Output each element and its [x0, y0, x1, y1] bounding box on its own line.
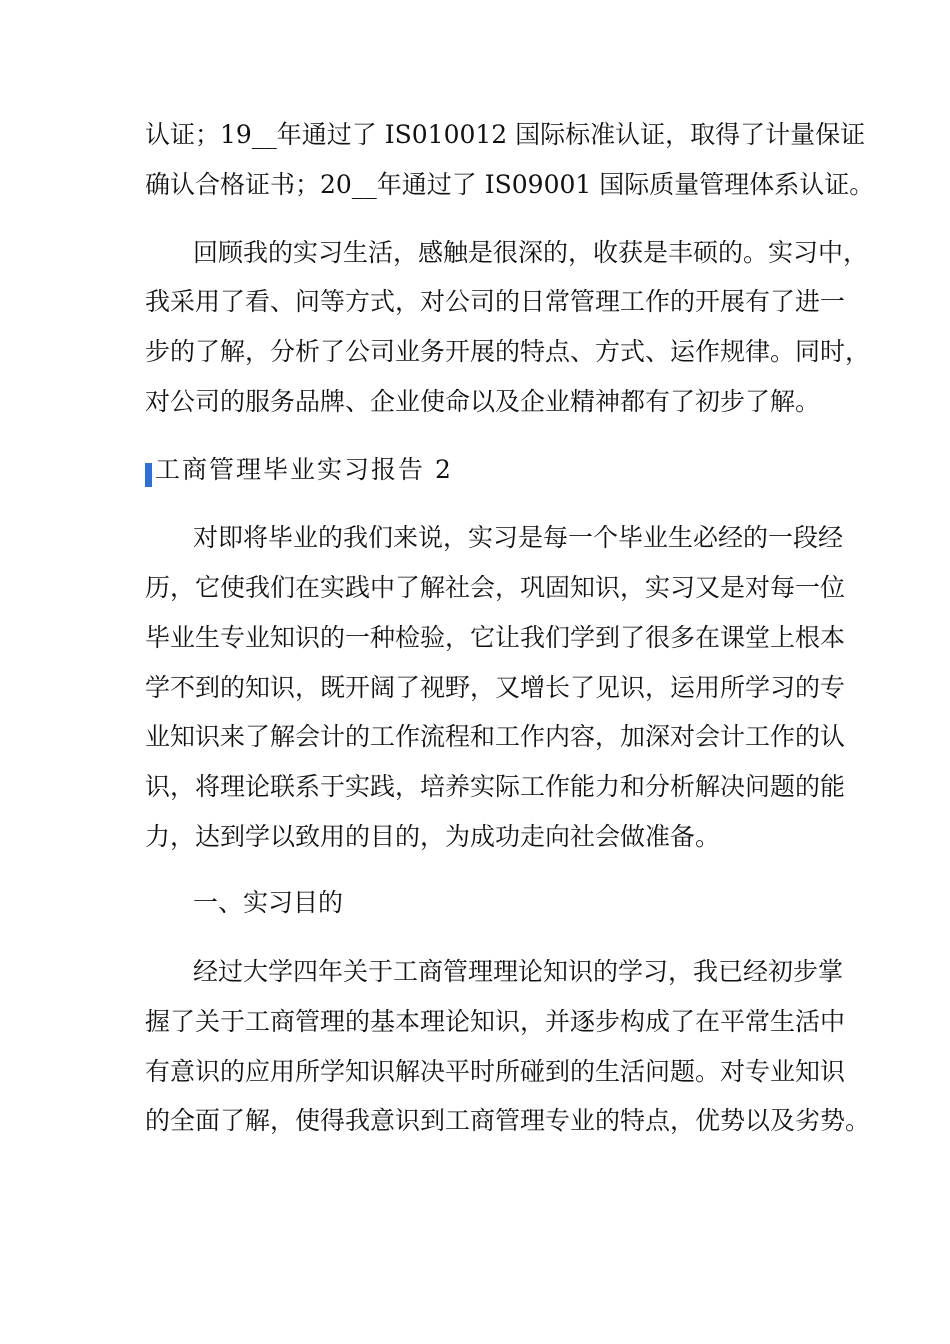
paragraph-line: 步的了解，分析了公司业务开展的特点、方式、运作规律。同时， [145, 337, 871, 366]
paragraph-line: 我采用了看、问等方式，对公司的日常管理工作的开展有了进一 [145, 287, 846, 316]
paragraph-line: 对公司的服务品牌、企业使命以及企业精神都有了初步了解。 [145, 387, 821, 416]
paragraph-line: 学不到的知识，既开阔了视野，又增长了见识，运用所学习的专 [145, 673, 846, 702]
paragraph-line: 对即将毕业的我们来说，实习是每一个毕业生必经的一段经 [193, 523, 844, 552]
paragraph-line: 确认合格证书；20__年通过了 IS09001 国际质量管理体系认证。 [145, 170, 875, 199]
heading-title: 工商管理毕业实习报告 2 [155, 455, 453, 484]
paragraph-line: 的全面了解，使得我意识到工商管理专业的特点，优势以及劣势。 [145, 1106, 871, 1135]
section-subtitle: 一、实习目的 [193, 888, 344, 917]
paragraph-line: 回顾我的实习生活，感触是很深的，收获是丰硕的。实习中， [193, 238, 869, 267]
heading-bookmark-icon [145, 463, 152, 487]
paragraph-line: 力，达到学以致用的目的，为成功走向社会做准备。 [145, 822, 721, 851]
paragraph-line: 毕业生专业知识的一种检验，它让我们学到了很多在课堂上根本 [145, 623, 846, 652]
paragraph-line: 握了关于工商管理的基本理论知识，并逐步构成了在平常生活中 [145, 1007, 846, 1036]
paragraph-line: 认证；19__年通过了 IS010012 国际标准认证，取得了计量保证 [145, 120, 866, 149]
paragraph-line: 识，将理论联系于实践，培养实际工作能力和分析解决问题的能 [145, 772, 846, 801]
section-heading [145, 452, 453, 488]
paragraph-line: 经过大学四年关于工商管理理论知识的学习，我已经初步掌 [193, 957, 844, 986]
paragraph-line: 历，它使我们在实践中了解社会，巩固知识，实习又是对每一位 [145, 573, 846, 602]
paragraph-line: 业知识来了解会计的工作流程和工作内容，加深对会计工作的认 [145, 722, 846, 751]
paragraph-line: 有意识的应用所学知识解决平时所碰到的生活问题。对专业知识 [145, 1057, 846, 1086]
